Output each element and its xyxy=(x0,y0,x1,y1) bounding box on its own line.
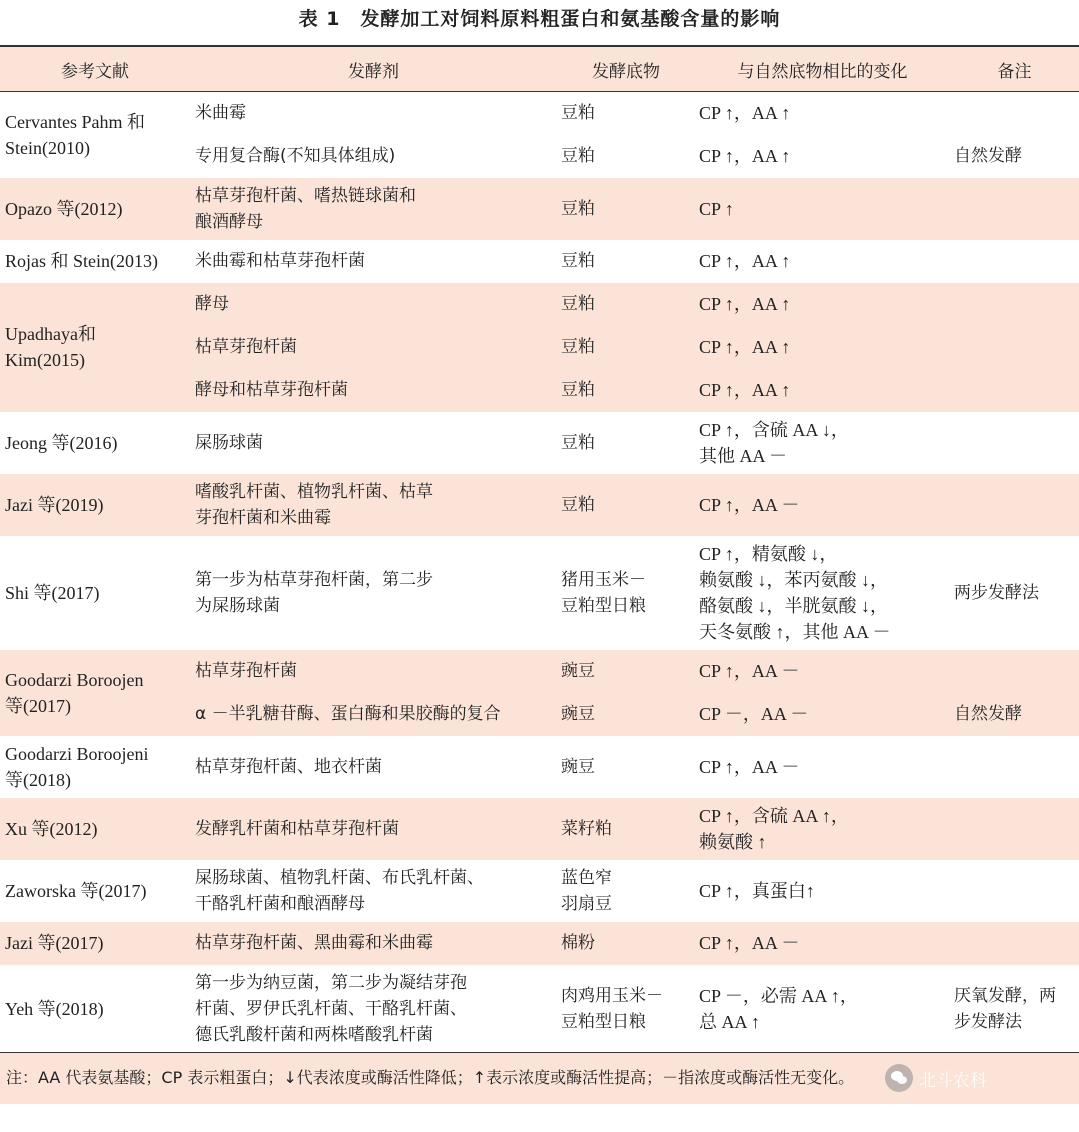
substrate-cell-line: 豆粕 xyxy=(561,103,595,124)
header-substrate: 发酵底物 xyxy=(557,46,695,92)
substrate-cell-line: 蓝色窄 xyxy=(561,867,612,888)
reference-cell xyxy=(0,650,190,736)
substrate-cell xyxy=(557,965,695,1053)
substrate-cell xyxy=(557,536,695,650)
table-row xyxy=(0,736,1079,798)
reference-cell xyxy=(0,798,190,860)
table-row xyxy=(0,536,1079,650)
agent-cell-line: 米曲霉和枯草芽孢杆菌 xyxy=(195,251,365,271)
substrate-cell-line: 豌豆 xyxy=(561,704,595,724)
change-cell-line: CP ↑，真蛋白↑ xyxy=(699,880,815,901)
agent-cell-line: 嗜酸乳杆菌、植物乳杆菌、枯草 xyxy=(195,481,433,502)
substrate-cell xyxy=(557,326,695,369)
footnote: 注：AA 代表氨基酸；CP 表示粗蛋白；↓代表浓度或酶活性降低；↑表示浓度或酶活性提高；－指浓度或酶活性无变化。 xyxy=(0,1052,1079,1104)
reference-cell xyxy=(0,240,190,283)
substrate-cell xyxy=(557,178,695,240)
change-cell-line: CP －，必需 AA ↑， xyxy=(699,985,858,1006)
agent-cell-line: α －半乳糖苷酶、蛋白酶和果胶酶的复合 xyxy=(195,704,501,724)
table-row xyxy=(0,178,1079,240)
substrate-cell-line: 豆粕 xyxy=(561,380,595,400)
substrate-cell xyxy=(557,860,695,922)
data-table xyxy=(0,45,1079,1053)
header-note: 备注 xyxy=(950,46,1079,92)
reference-cell xyxy=(0,412,190,474)
note-cell xyxy=(950,798,1079,860)
note-cell-line: 厌氧发酵，两 xyxy=(954,985,1056,1006)
table-row xyxy=(0,92,1079,135)
change-cell-line: 其他 AA － xyxy=(699,445,788,466)
note-cell xyxy=(950,135,1079,178)
change-cell-line: CP ↑，AA ↑ xyxy=(699,146,791,166)
agent-cell xyxy=(190,412,557,474)
agent-cell xyxy=(190,240,557,283)
table-row xyxy=(0,240,1079,283)
note-cell-line: 两步发酵法 xyxy=(954,582,1039,603)
change-cell xyxy=(695,798,950,860)
reference-cell xyxy=(0,736,190,798)
change-cell-line: CP －，AA － xyxy=(699,704,809,724)
agent-cell xyxy=(190,92,557,135)
reference-cell xyxy=(0,474,190,536)
reference-cell-line: Yeh 等(2018) xyxy=(5,998,104,1019)
agent-cell xyxy=(190,536,557,650)
change-cell xyxy=(695,650,950,693)
reference-cell xyxy=(0,178,190,240)
reference-cell-line: 等(2018) xyxy=(5,769,71,790)
reference-cell-line: Jazi 等(2017) xyxy=(5,933,104,953)
agent-cell xyxy=(190,178,557,240)
change-cell xyxy=(695,178,950,240)
substrate-cell-line: 豆粕 xyxy=(561,432,595,453)
note-cell xyxy=(950,474,1079,536)
reference-cell xyxy=(0,92,190,178)
change-cell-line: CP ↑，含硫 AA ↑， xyxy=(699,805,849,826)
table-row xyxy=(0,922,1079,965)
agent-cell xyxy=(190,922,557,965)
header-change: 与自然底物相比的变化 xyxy=(695,46,950,92)
note-cell xyxy=(950,736,1079,798)
agent-cell-line: 为屎肠球菌 xyxy=(195,595,280,616)
substrate-cell-line: 羽扇豆 xyxy=(561,893,612,914)
reference-cell-line: Rojas 和 Stein(2013) xyxy=(5,251,158,271)
agent-cell-line: 枯草芽孢杆菌、嗜热链球菌和 xyxy=(195,185,416,206)
note-cell xyxy=(950,860,1079,922)
table-title: 表 1 发酵加工对饲料原料粗蛋白和氨基酸含量的影响 xyxy=(298,8,781,30)
substrate-cell-line: 菜籽粕 xyxy=(561,818,612,839)
substrate-cell xyxy=(557,736,695,798)
header-row xyxy=(0,46,1079,92)
agent-cell-line: 芽孢杆菌和米曲霉 xyxy=(195,507,331,528)
change-cell xyxy=(695,693,950,736)
reference-cell-line: 等(2017) xyxy=(5,695,71,716)
agent-cell-line: 干酪乳杆菌和酿酒酵母 xyxy=(195,893,365,914)
substrate-cell xyxy=(557,92,695,135)
reference-cell-line: Jazi 等(2019) xyxy=(5,494,104,515)
substrate-cell xyxy=(557,922,695,965)
agent-cell xyxy=(190,326,557,369)
agent-cell xyxy=(190,693,557,736)
change-cell xyxy=(695,135,950,178)
substrate-cell-line: 豆粕 xyxy=(561,294,595,314)
table-row xyxy=(0,474,1079,536)
change-cell xyxy=(695,326,950,369)
table-row xyxy=(0,650,1079,693)
note-cell xyxy=(950,693,1079,736)
change-cell-line: CP ↑，AA ↑ xyxy=(699,251,791,271)
change-cell xyxy=(695,92,950,135)
agent-cell-line: 屎肠球菌、植物乳杆菌、布氏乳杆菌、 xyxy=(195,867,484,888)
note-cell xyxy=(950,412,1079,474)
note-cell xyxy=(950,965,1079,1053)
agent-cell-line: 杆菌、罗伊氏乳杆菌、干酪乳杆菌、 xyxy=(195,998,467,1019)
substrate-cell xyxy=(557,369,695,412)
agent-cell xyxy=(190,474,557,536)
agent-cell xyxy=(190,283,557,326)
table-row xyxy=(0,798,1079,860)
reference-cell-line: Opazo 等(2012) xyxy=(5,198,123,219)
agent-cell-line: 发酵乳杆菌和枯草芽孢杆菌 xyxy=(195,818,399,839)
change-cell-line: 赖氨酸 ↓，苯丙氨酸 ↓， xyxy=(699,569,888,590)
substrate-cell xyxy=(557,474,695,536)
substrate-cell xyxy=(557,412,695,474)
table-row xyxy=(0,965,1079,1053)
substrate-cell xyxy=(557,283,695,326)
substrate-cell-line: 猪用玉米－ xyxy=(561,569,646,590)
substrate-cell xyxy=(557,798,695,860)
substrate-cell-line: 豆粕 xyxy=(561,146,595,166)
change-cell-line: CP ↑，精氨酸 ↓， xyxy=(699,543,838,564)
note-cell xyxy=(950,178,1079,240)
agent-cell xyxy=(190,798,557,860)
change-cell xyxy=(695,283,950,326)
change-cell xyxy=(695,860,950,922)
agent-cell-line: 酿酒酵母 xyxy=(195,211,263,232)
change-cell-line: 总 AA ↑ xyxy=(699,1011,761,1032)
watermark-text: 北斗农科 xyxy=(919,1070,987,1091)
change-cell xyxy=(695,240,950,283)
note-cell-line: 步发酵法 xyxy=(954,1011,1022,1032)
agent-cell-line: 第一步为纳豆菌，第二步为凝结芽孢 xyxy=(195,972,467,993)
substrate-cell-line: 棉粉 xyxy=(561,933,595,953)
watermark xyxy=(885,1064,987,1092)
note-cell xyxy=(950,369,1079,412)
substrate-cell xyxy=(557,693,695,736)
note-cell xyxy=(950,240,1079,283)
substrate-cell-line: 豆粕 xyxy=(561,198,595,219)
substrate-cell-line: 豆粕型日粮 xyxy=(561,1011,646,1032)
note-cell-line: 自然发酵 xyxy=(954,146,1022,166)
note-cell xyxy=(950,326,1079,369)
substrate-cell-line: 豆粕 xyxy=(561,494,595,515)
substrate-cell-line: 豆粕 xyxy=(561,337,595,357)
change-cell-line: CP ↑，AA ↑ xyxy=(699,103,791,124)
change-cell xyxy=(695,412,950,474)
change-cell-line: 酪氨酸 ↓，半胱氨酸 ↓， xyxy=(699,595,888,616)
note-cell xyxy=(950,650,1079,693)
agent-cell-line: 枯草芽孢杆菌、黑曲霉和米曲霉 xyxy=(195,933,433,953)
header-reference: 参考文献 xyxy=(0,46,190,92)
change-cell-line: CP ↑，AA － xyxy=(699,933,800,953)
reference-cell-line: Kim(2015) xyxy=(5,350,85,370)
table-row xyxy=(0,412,1079,474)
agent-cell-line: 屎肠球菌 xyxy=(195,432,263,453)
reference-cell-line: Jeong 等(2016) xyxy=(5,432,118,453)
change-cell xyxy=(695,369,950,412)
reference-cell xyxy=(0,922,190,965)
change-cell-line: CP ↑，AA － xyxy=(699,494,800,515)
agent-cell-line: 酵母 xyxy=(195,294,229,314)
change-cell-line: 天冬氨酸 ↑，其他 AA － xyxy=(699,621,891,642)
reference-cell-line: Goodarzi Boroojen xyxy=(5,669,144,690)
agent-cell xyxy=(190,860,557,922)
substrate-cell xyxy=(557,650,695,693)
table-body xyxy=(0,92,1079,1053)
reference-cell-line: Shi 等(2017) xyxy=(5,582,100,603)
reference-cell xyxy=(0,965,190,1053)
reference-cell-line: Cervantes Pahm 和 xyxy=(5,111,145,132)
agent-cell-line: 专用复合酶(不知具体组成) xyxy=(195,146,396,166)
change-cell xyxy=(695,736,950,798)
note-cell xyxy=(950,922,1079,965)
agent-cell-line: 德氏乳酸杆菌和两株嗜酸乳杆菌 xyxy=(195,1024,433,1045)
reference-cell-line: Upadhaya和 xyxy=(5,324,96,344)
substrate-cell-line: 豌豆 xyxy=(561,661,595,681)
change-cell xyxy=(695,965,950,1053)
change-cell-line: 赖氨酸 ↑ xyxy=(699,831,767,852)
note-cell xyxy=(950,536,1079,650)
agent-cell-line: 枯草芽孢杆菌 xyxy=(195,661,297,681)
substrate-cell xyxy=(557,135,695,178)
substrate-cell-line: 豌豆 xyxy=(561,756,595,777)
reference-cell-line: Zaworska 等(2017) xyxy=(5,880,147,901)
agent-cell-line: 枯草芽孢杆菌、地衣杆菌 xyxy=(195,756,382,777)
note-cell-line: 自然发酵 xyxy=(954,704,1022,724)
change-cell-line: CP ↑，AA ↑ xyxy=(699,337,791,357)
substrate-cell-line: 肉鸡用玉米－ xyxy=(561,985,663,1006)
reference-cell xyxy=(0,283,190,412)
agent-cell xyxy=(190,135,557,178)
substrate-cell-line: 豆粕型日粮 xyxy=(561,595,646,616)
substrate-cell xyxy=(557,240,695,283)
reference-cell xyxy=(0,860,190,922)
agent-cell xyxy=(190,369,557,412)
change-cell xyxy=(695,474,950,536)
table-row xyxy=(0,283,1079,326)
agent-cell xyxy=(190,650,557,693)
change-cell-line: CP ↑，AA － xyxy=(699,756,800,777)
change-cell-line: CP ↑，含硫 AA ↓， xyxy=(699,419,849,440)
change-cell-line: CP ↑，AA ↑ xyxy=(699,380,791,400)
change-cell xyxy=(695,922,950,965)
agent-cell xyxy=(190,965,557,1053)
change-cell xyxy=(695,536,950,650)
table-row xyxy=(0,860,1079,922)
note-cell xyxy=(950,283,1079,326)
agent-cell xyxy=(190,736,557,798)
reference-cell xyxy=(0,536,190,650)
substrate-cell-line: 豆粕 xyxy=(561,251,595,271)
agent-cell-line: 酵母和枯草芽孢杆菌 xyxy=(195,380,348,400)
change-cell-line: CP ↑，AA － xyxy=(699,661,800,681)
agent-cell-line: 米曲霉 xyxy=(195,103,246,124)
reference-cell-line: Xu 等(2012) xyxy=(5,818,98,839)
reference-cell-line: Goodarzi Boroojeni xyxy=(5,743,149,764)
change-cell-line: CP ↑ xyxy=(699,198,734,219)
wechat-icon xyxy=(885,1064,913,1092)
agent-cell-line: 第一步为枯草芽孢杆菌，第二步 xyxy=(195,569,433,590)
agent-cell-line: 枯草芽孢杆菌 xyxy=(195,337,297,357)
reference-cell-line: Stein(2010) xyxy=(5,137,90,158)
header-agent: 发酵剂 xyxy=(190,46,557,92)
change-cell-line: CP ↑，AA ↑ xyxy=(699,294,791,314)
note-cell xyxy=(950,92,1079,135)
